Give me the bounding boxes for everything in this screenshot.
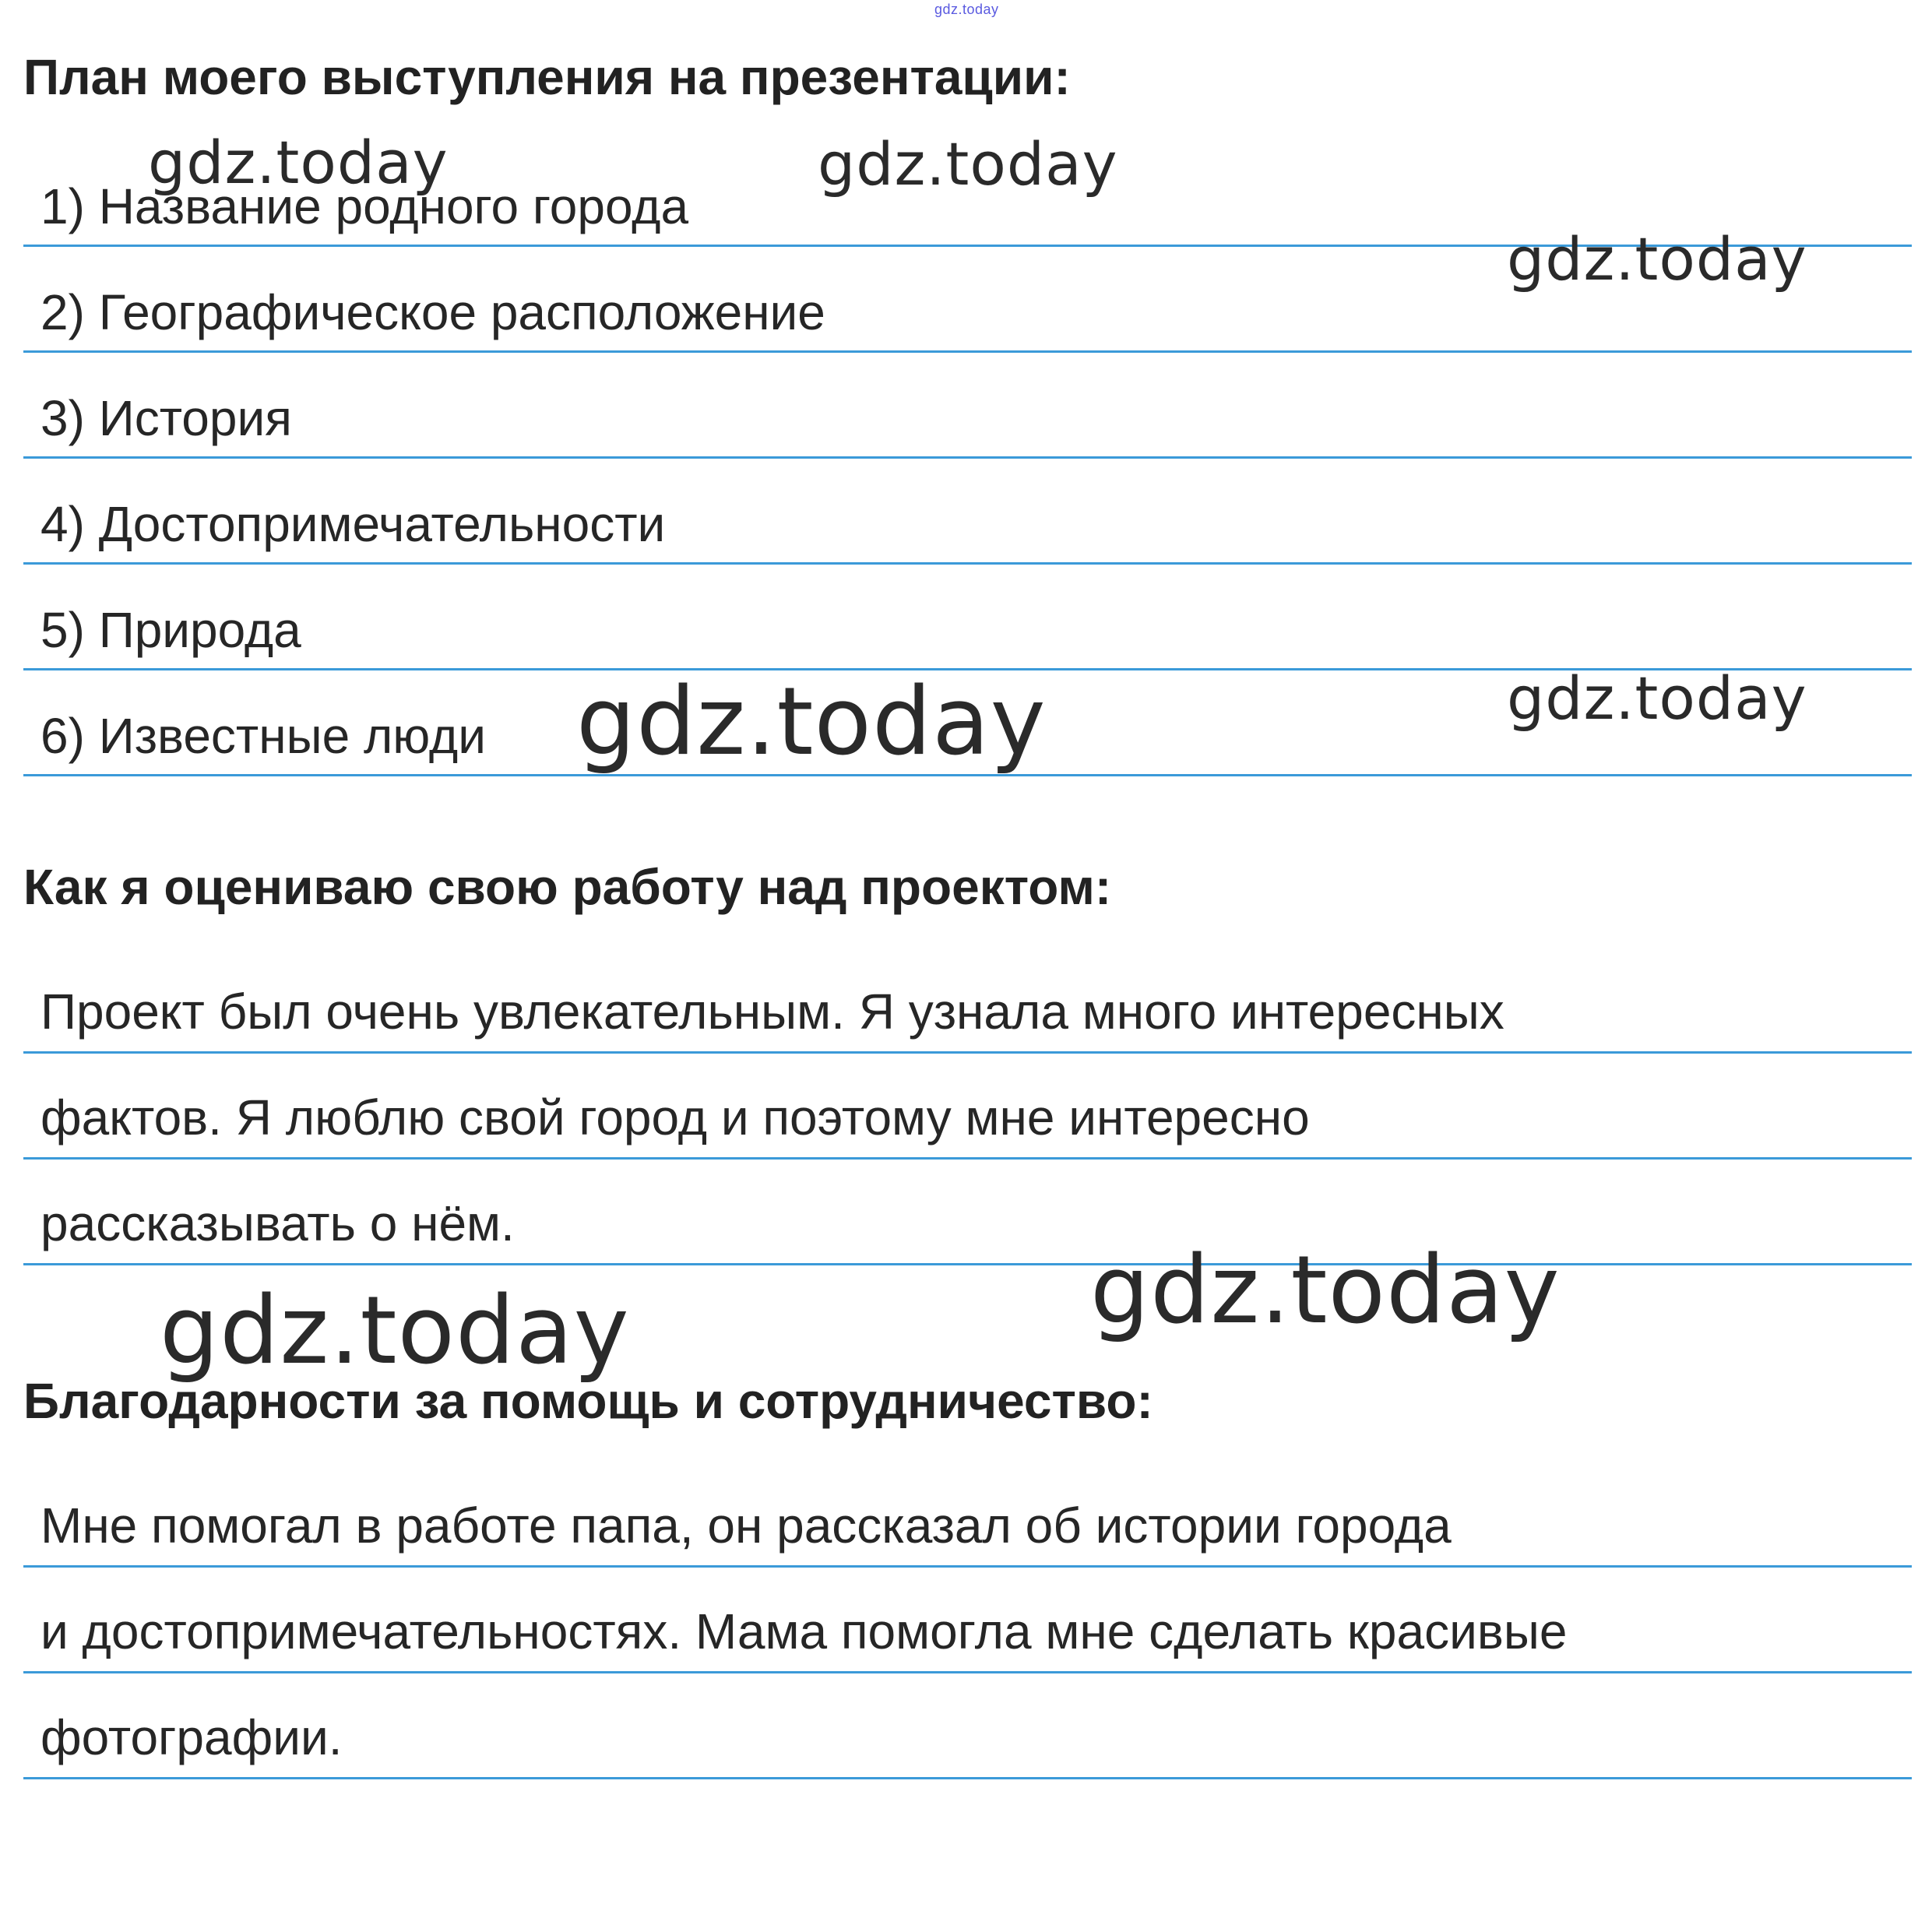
plan-heading: План моего выступления на презентации:: [23, 49, 1071, 105]
watermark: gdz.today: [576, 668, 1047, 776]
rule-line: [23, 456, 1912, 459]
plan-item-3: 3) История: [40, 390, 292, 446]
thanks-heading: Благодарности за помощь и сотрудничество:: [23, 1373, 1153, 1429]
assessment-heading: Как я оцениваю свою работу над проектом:: [23, 859, 1112, 915]
rule-line: [23, 1671, 1912, 1673]
thanks-line-2: и достопримечательностях. Мама помогла мне сделать красивые: [40, 1603, 1568, 1659]
thanks-line-3: фотографии.: [40, 1709, 343, 1765]
thanks-line-1: Мне помогал в работе папа, он рассказал об истории города: [40, 1497, 1452, 1554]
watermark: gdz.today: [160, 1277, 630, 1385]
plan-item-6: 6) Известные люди: [40, 708, 486, 764]
assessment-line-2: фактов. Я люблю свой город и поэтому мне интересно: [40, 1089, 1310, 1145]
watermark: gdz.today: [1507, 224, 1807, 294]
rule-line: [23, 350, 1912, 353]
rule-line: [23, 1777, 1912, 1779]
plan-item-4: 4) Достопримечательности: [40, 496, 666, 552]
watermark: gdz.today: [818, 129, 1118, 199]
plan-item-5: 5) Природа: [40, 602, 301, 658]
rule-line: [23, 1157, 1912, 1160]
rule-line: [23, 562, 1912, 565]
watermark: gdz.today: [148, 128, 449, 197]
assessment-line-3: рассказывать о нём.: [40, 1195, 515, 1251]
assessment-line-1: Проект был очень увлекательным. Я узнала много интересных: [40, 984, 1504, 1040]
rule-line: [23, 1565, 1912, 1568]
watermark: gdz.today: [1090, 1237, 1561, 1345]
plan-item-2: 2) Географическое расположение: [40, 284, 825, 340]
watermark: gdz.today: [1507, 663, 1807, 733]
rule-line: [23, 1263, 1912, 1265]
plan-item-1: 1) Название родного города: [40, 178, 689, 234]
rule-line: [23, 1051, 1912, 1054]
top-watermark: gdz.today: [934, 2, 999, 17]
